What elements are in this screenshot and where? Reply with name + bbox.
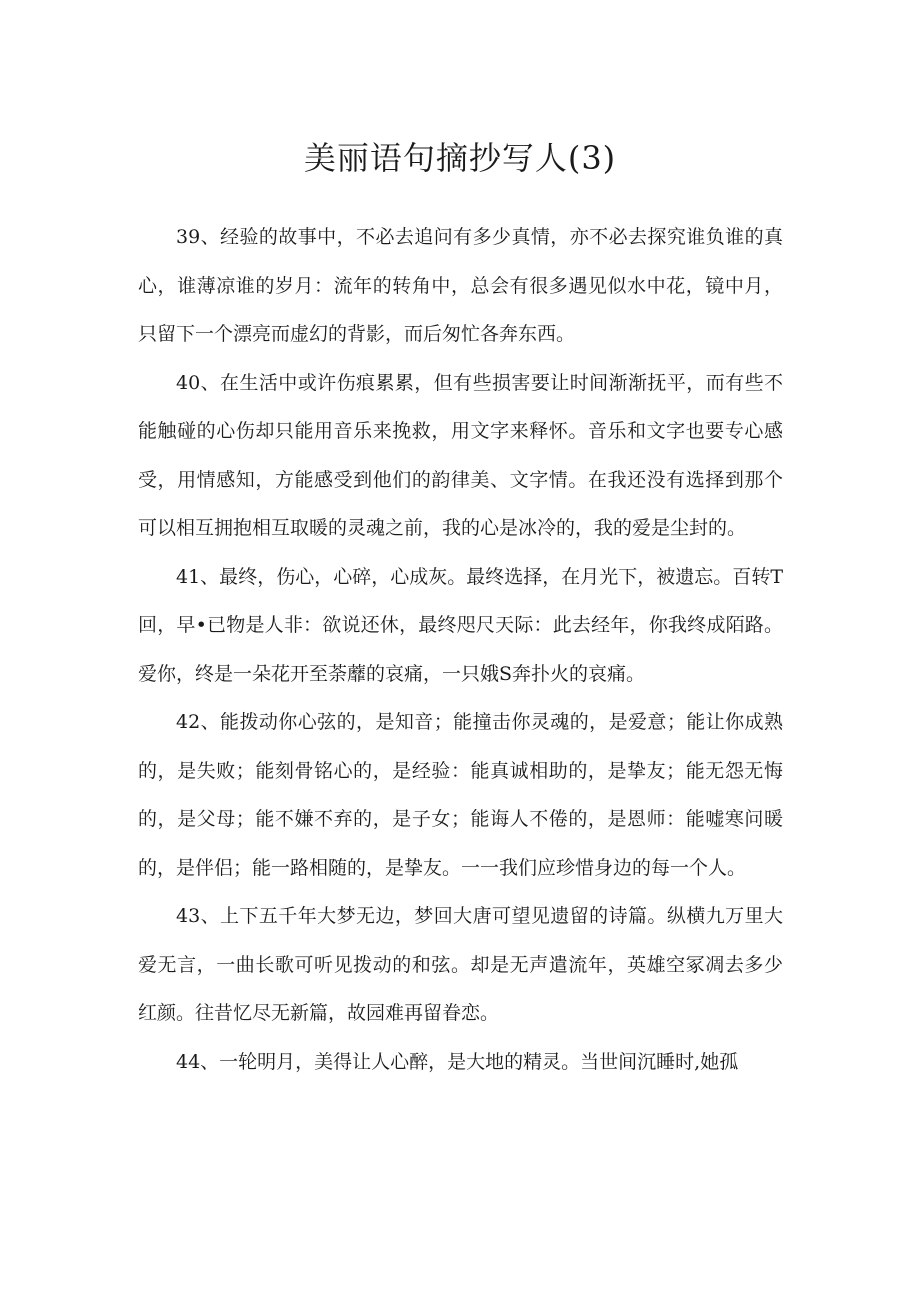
document-body bbox=[138, 213, 783, 1086]
paragraph-39: 39、经验的故事中，不必去追问有多少真情，亦不必去探究谁负谁的真心，谁薄凉谁的岁月：流年的转角中，总会有很多遇见似水中花，镜中月，只留下一个漂亮而虚幻的背影，而后匆忙各奔东西。 bbox=[138, 226, 783, 345]
paragraph-41: 41、最终，伤心，心碎，心成灰。最终选择，在月光下，被遗忘。百转T回，早•已物是人非：欲说还休，最终咫尺天际：此去经年，你我终成陌路。爱你，终是一朵花开至荼蘼的哀痛，一只娥S奔扑火的哀痛。 bbox=[138, 565, 783, 685]
paragraph-42: 42、能拨动你心弦的，是知音；能撞击你灵魂的，是爱意；能让你成熟的，是失败；能刻骨铭心的，是经验：能真诚相助的，是挚友；能无怨无悔的，是父母；能不嫌不弃的，是子女；能诲人不倦的，是恩师：能嘘寒问暖的，是伴侣；能一路相随的，是挚友。一一我们应珍惜身边的每一个人。 bbox=[138, 711, 783, 879]
page-title: 美丽语句摘抄写人(3) bbox=[303, 139, 617, 177]
paragraph-43: 43、上下五千年大梦无边，梦回大唐可望见遗留的诗篇。纵横九万里大爱无言，一曲长歌可听见拨动的和弦。却是无声遣流年，英雄空冢凋去多少红颜。往昔忆尽无新篇，故园难再留眷恋。 bbox=[138, 905, 783, 1024]
paragraph-44: 44、一轮明月，美得让人心醉，是大地的精灵。当世间沉睡时,她孤 bbox=[176, 1050, 739, 1073]
paragraph-40: 40、在生活中或许伤痕累累，但有些损害要让时间渐渐抚平，而有些不能触碰的心伤却只能用音乐来挽救，用文字来释怀。音乐和文字也要专心感受，用情感知，方能感受到他们的韵律美、文字情。在我还没有选择到那个可以相互拥抱相互取暖的灵魂之前，我的心是冰冷的，我的爱是尘封的。 bbox=[138, 371, 783, 539]
